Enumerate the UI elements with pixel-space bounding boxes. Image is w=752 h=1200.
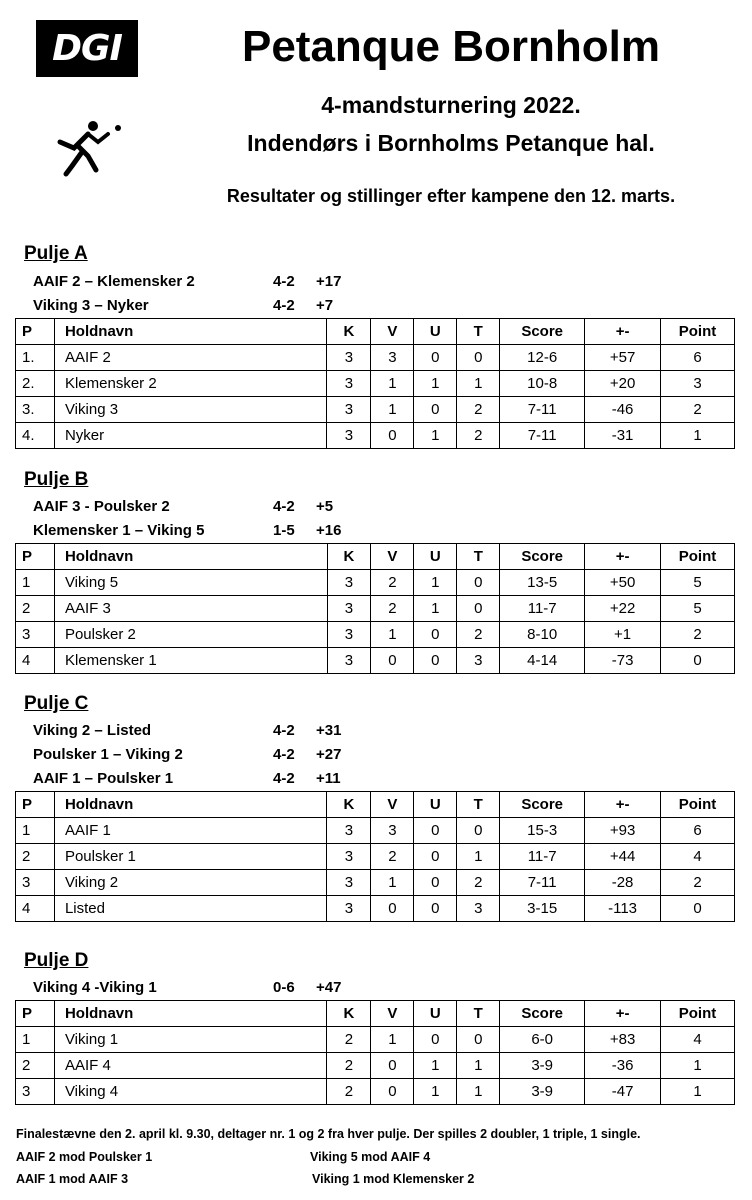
- final-pairing: Viking 1 mod Klemensker 2: [312, 1172, 475, 1186]
- table-row: 2 Poulsker 1 3 2 0 1 11-7 +44 4: [16, 844, 735, 870]
- page-title: Petanque Bornholm: [241, 22, 661, 71]
- table-row: 4 Klemensker 1 3 0 0 3 4-14 -73 0: [16, 648, 735, 674]
- dgi-logo: DGI: [36, 20, 138, 77]
- match-row: Poulsker 1 – Viking 2 4-2 +27: [33, 746, 342, 763]
- match-row: AAIF 2 – Klemensker 2 4-2 +17: [33, 273, 342, 290]
- results-heading: Resultater og stillinger efter kampene den 12. marts.: [226, 186, 676, 206]
- table-row: 2 AAIF 4 2 0 1 1 3-9 -36 1: [16, 1053, 735, 1079]
- table-row: 1 AAIF 1 3 3 0 0 15-3 +93 6: [16, 818, 735, 844]
- group-b-title: Pulje B: [24, 469, 89, 490]
- final-pairing: Viking 5 mod AAIF 4: [310, 1150, 431, 1164]
- table-row: 1. AAIF 2 3 3 0 0 12-6 +57 6: [16, 345, 735, 371]
- final-pairing: AAIF 1 mod AAIF 3: [16, 1172, 129, 1186]
- match-row: Viking 4 -Viking 1 0-6 +47: [33, 979, 342, 996]
- group-a-standings-table: [15, 318, 735, 449]
- match-row: Viking 2 – Listed 4-2 +31: [33, 722, 342, 739]
- venue-subtitle: Indendørs i Bornholms Petanque hal.: [247, 130, 655, 156]
- table-row: 1 Viking 5 3 2 1 0 13-5 +50 5: [16, 570, 735, 596]
- petanque-player-icon: [52, 118, 124, 178]
- table-row: 3. Viking 3 3 1 0 2 7-11 -46 2: [16, 397, 735, 423]
- group-a-title: Pulje A: [24, 243, 88, 264]
- group-b-standings-table: [15, 543, 735, 674]
- group-c-standings-table: [15, 791, 735, 922]
- table-row: 2 AAIF 3 3 2 1 0 11-7 +22 5: [16, 596, 735, 622]
- table-row: 3 Viking 4 2 0 1 1 3-9 -47 1: [16, 1079, 735, 1105]
- match-row: AAIF 1 – Poulsker 1 4-2 +11: [33, 770, 341, 787]
- final-pairing: AAIF 2 mod Poulsker 1: [16, 1150, 153, 1164]
- table-header-row: P Holdnavn K V U T Score +- Point: [16, 319, 735, 345]
- table-header-row: P Holdnavn K V U T Score +- Point: [16, 792, 735, 818]
- match-row: Klemensker 1 – Viking 5 1-5 +16: [33, 522, 342, 539]
- table-row: 1 Viking 1 2 1 0 0 6-0 +83 4: [16, 1027, 735, 1053]
- table-row: 4. Nyker 3 0 1 2 7-11 -31 1: [16, 423, 735, 449]
- table-row: 4 Listed 3 0 0 3 3-15 -113 0: [16, 896, 735, 922]
- final-event-text: Finalestævne den 2. april kl. 9.30, deltager nr. 1 og 2 fra hver pulje. Der spilles 2 doubler, 1 triple, 1 single.: [16, 1127, 641, 1141]
- group-d-title: Pulje D: [24, 950, 89, 971]
- group-d-standings-table: [15, 1000, 735, 1105]
- match-row: AAIF 3 - Poulsker 2 4-2 +5: [33, 498, 334, 515]
- table-header-row: P Holdnavn K V U T Score +- Point: [16, 1001, 735, 1027]
- table-row: 3 Poulsker 2 3 1 0 2 8-10 +1 2: [16, 622, 735, 648]
- table-row: 2. Klemensker 2 3 1 1 1 10-8 +20 3: [16, 371, 735, 397]
- tournament-subtitle: 4-mandsturnering 2022.: [321, 92, 581, 118]
- table-row: 3 Viking 2 3 1 0 2 7-11 -28 2: [16, 870, 735, 896]
- group-c-title: Pulje C: [24, 693, 89, 714]
- match-row: Viking 3 – Nyker 4-2 +7: [33, 297, 334, 314]
- table-header-row: P Holdnavn K V U T Score +- Point: [16, 544, 735, 570]
